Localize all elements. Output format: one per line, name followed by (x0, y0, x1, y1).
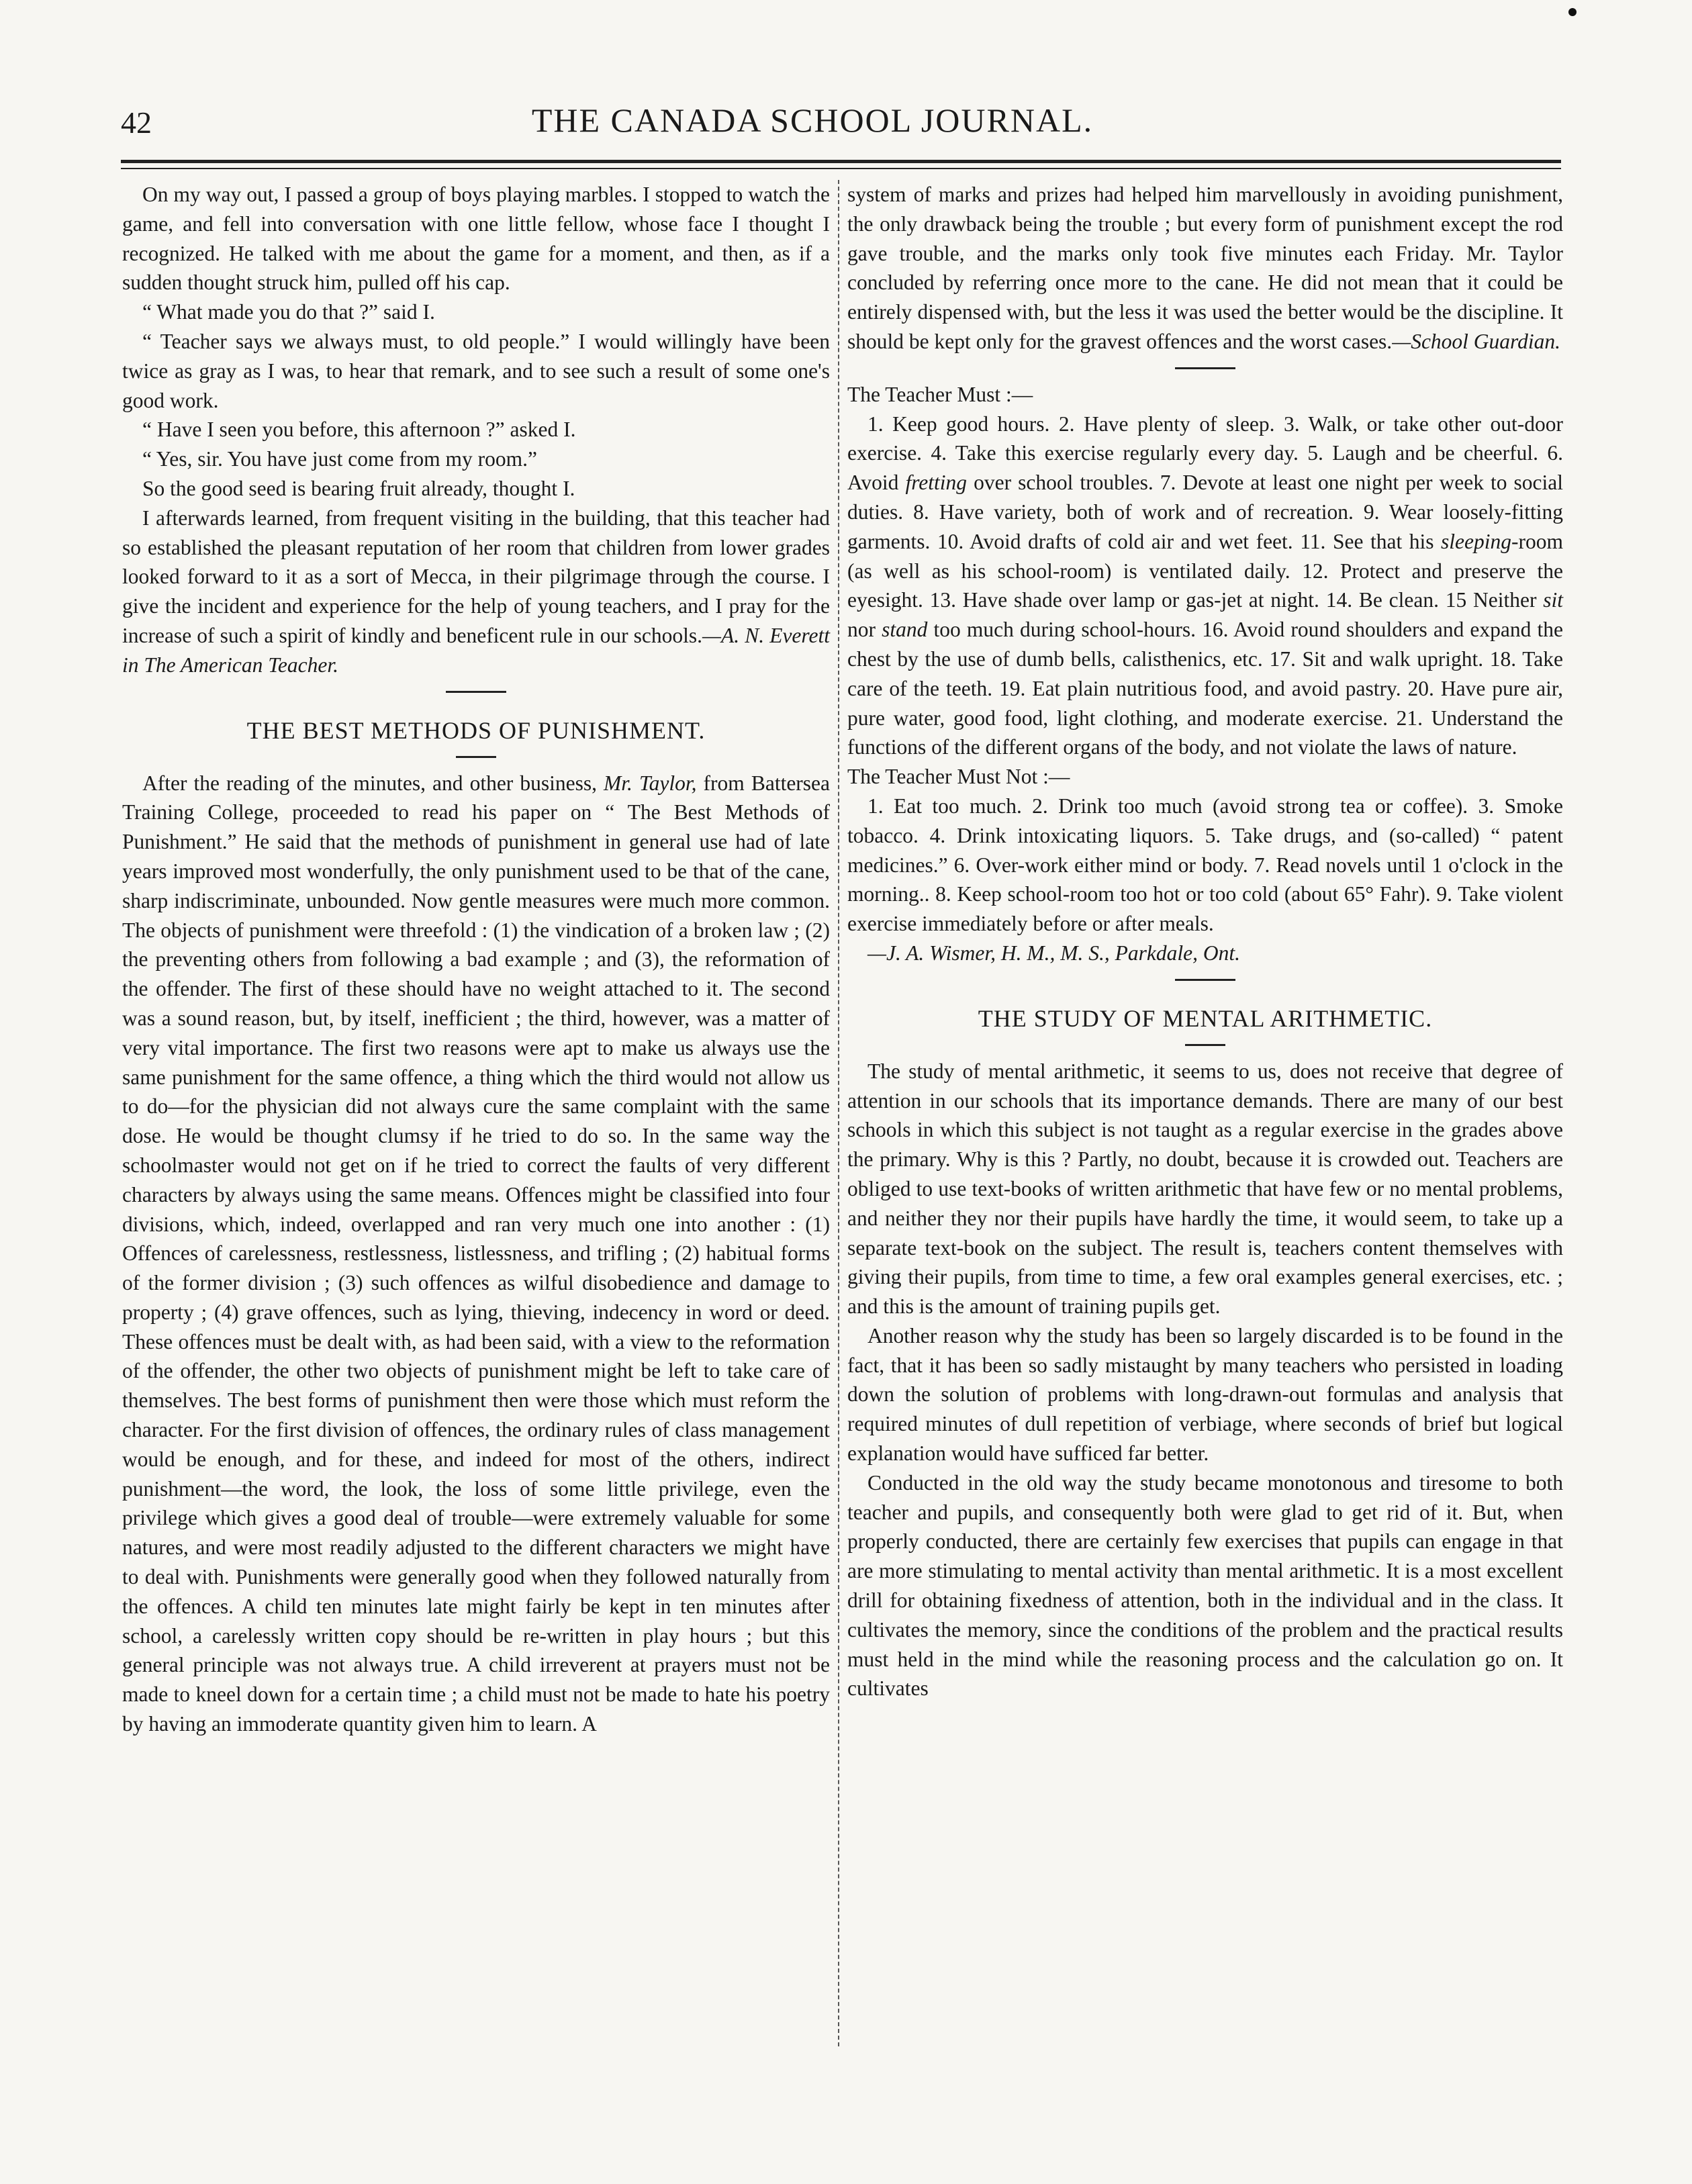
paragraph: “ Yes, sir. You have just come from my room.” (142, 447, 537, 471)
paragraph: 1. Eat too much. 2. Drink too much (avoid strong tea or coffee). 3. Smoke tobacco. 4. Drink intoxicating liquors. 5. Take drugs, and (so-called) “ patent medicines.” 6. Over-work either mind or body. 7. Read novels until 1 o'clock in the morning.. 8. Keep school-room too hot or too cold (about 65° Fahr). 9. Take violent exercise immediately before or after meals. (847, 794, 1563, 936)
list-label: The Teacher Must Not :— (847, 765, 1070, 789)
paragraph: The study of mental arithmetic, it seems to us, does not receive that degree of attention in our schools that its importance demands. There are many of our best schools in which this subject is not taught as a regular exercise in the grades above the primary. Why is this ? Partly, no doubt, because it is crowded out. Teachers are obliged to use text-books of written arithmetic that have few or no mental problems, and neither they nor their pupils have hardly the time, it would seem, to take up a separate text-book on the subject. The result is, teachers content themselves with giving their pupils, from time to time, a few oral examples general exercises, etc. ; and this is the amount of training pupils get. (847, 1059, 1563, 1319)
paragraph-text: over school troubles. 7. Devote at least one night per week to social duties. 8. Have variety, both of work and of recreation. 9. Wear loosely-fitting garments. 10. Avoid drafts of cold air and wet feet. 11. See that his (847, 471, 1564, 553)
emphasis: fretting (905, 471, 968, 495)
attribution: —J. A. Wismer, H. M., M. S., Parkdale, Ont. (867, 941, 1240, 965)
section-rule (456, 756, 496, 758)
paragraph-text: too much during school-hours. 16. Avoid round shoulders and expand the chest by the use of dumb bells, calisthenics, etc. 17. Sit and walk upright. 18. Take care of the teeth. 19. Eat plain nutritious food, and avoid pastry. 20. Have pure air, pure water, good food, light clothing, and moderate exercise. 21. Understand the functions of the different organs of the body, and not violate the laws of nature. (847, 618, 1563, 759)
speaker-name: Mr. Taylor, (604, 771, 697, 795)
attribution: —School Guardian. (1392, 329, 1561, 353)
header-rule-thin (121, 168, 1561, 169)
right-column (847, 180, 1563, 1703)
paragraph-text: After the reading of the minutes, and other business, (142, 771, 597, 795)
left-column (122, 180, 830, 1739)
paragraph (122, 769, 830, 1739)
paragraph-text: -room (as well as his school-room) is ventilated daily. 12. Protect and preserve the eyesight. 13. Have shade over lamp or gas-jet at night. 14. Be clean. 15 Neither (847, 529, 1564, 612)
paragraph-text: 1. Keep good hours. 2. Have plenty of sleep. 3. Walk, or take other out-door exercise. 4. Take this exercise regularly every day. 5. Laugh and be cheerful. 6. Avoid (847, 412, 1563, 495)
print-speck (1568, 8, 1577, 16)
paragraph (122, 504, 830, 680)
paragraph: “ What made you do that ?” said I. (142, 300, 435, 324)
paragraph: “ Teacher says we always must, to old people.” I would willingly have been twice as gray as I was, to hear that remark, and to see such a result of some one's good work. (122, 329, 830, 412)
emphasis: stand (882, 618, 928, 642)
paragraph (847, 410, 1563, 763)
paragraph: On my way out, I passed a group of boys playing marbles. I stopped to watch the game, and fell into conversation with one little fellow, whose face I thought I recognized. He talked with me about the game for a moment, and then, as if a sudden thought struck him, pulled off his cap. (122, 183, 830, 295)
paragraph-text: nor (847, 618, 876, 642)
section-rule (1175, 367, 1235, 369)
paragraph-text: system of marks and prizes had helped him marvellously in avoiding punishment, the only drawback being the trouble ; but every form of punishment except the rod gave trouble, and the marks only took five minutes each Friday. Mr. Taylor concluded by referring once more to the cane. He did not mean that it could be entirely dispensed with, but the less it was used the better would be the discipline. It should be kept only for the gravest offences and the worst cases. (847, 183, 1563, 353)
paragraph: “ Have I seen you before, this afternoon ?” asked I. (142, 418, 576, 442)
paragraph-text: from Battersea Training College, proceeded to read his paper on “ The Best Methods of Punishment.” He said that the methods of punishment in general use had of late years improved most wonderfully, the only punishment used to be that of the cane, sharp indiscriminate, unbounded. Now gentle measures were much more common. The objects of punishment were threefold : (1) the vindication of a broken law ; (2) the preventing others from following a bad example ; and (3), the reformation of the offender. The first of these should have no weight attached to it. The second was a sound reason, but, by itself, inefficient ; the third, however, was a matter of very vital importance. The first two reasons were apt to make us always use the same punishment for the same offence, a thing which the third would not allow us to do—for the physician did not always cure the same complaint with the same dose. He would be thought clumsy if he tried to do so. In the same way the schoolmaster would not get on if he tried to correct the faults of very different characters by always using the same means. Offences might be classified into four divisions, which, indeed, overlapped and ran very much one into another : (1) Offences of carelessness, restlessness, listlessness, and trifling ; (2) habitual forms of the former division ; (3) such offences as wilful disobedience and damage to property ; (4) grave offences, such as lying, thieving, indecency in word or deed. These offences must be dealt with, as had been said, with a view to the reformation of the offender, the other two objects of punishment might be left to take care of themselves. The best forms of punishment then were those which must reform the character. For the first division of offences, the ordinary rules of class management would be enough, and for these, and indeed for most of the others, indirect punishment—the word, the look, the loss of some little privilege, even the privilege which gives a good deal of trouble—were extremely valuable for some natures, and were most readily adjusted to the different characters we might have to deal with. Punishments were generally good when they followed naturally from the offences. A child ten minutes late might fairly be kept in ten minutes after school, a carelessly written copy should be re-written in play hours ; but this general principle was not always true. A child irreverent at prayers must not be made to kneel down for a certain time ; a child must not be made to hate his poetry by having an immoderate quantity given him to learn. A (122, 771, 831, 1736)
journal-title: THE CANADA SCHOOL JOURNAL. (531, 101, 1094, 139)
page-header (121, 101, 1504, 148)
section-rule (1175, 979, 1235, 981)
list-label: The Teacher Must :— (847, 382, 1033, 406)
paragraph: So the good seed is bearing fruit already, thought I. (142, 476, 575, 500)
emphasis: sleeping (1441, 529, 1512, 553)
paragraph: Conducted in the old way the study became monotonous and tiresome to both teacher and pupils, and consequently both were glad to get rid of it. But, when properly conducted, there are certainly few exercises that pupils can engage in that are more stimulating to mental activity than mental arithmetic. It is a most excellent drill for obtaining fixedness of attention, both in the individual and in the class. It cultivates the memory, since the conditions of the problem and the practical results must held in the mind while the reasoning process and the calculation go on. It cultivates (847, 1470, 1563, 1701)
paragraph: Another reason why the study has been so largely discarded is to be found in the fact, that it has been so sadly mistaught by many teachers who persisted in loading down the solution of problems with long-drawn-out formulas and analysis that required minutes of dull repetition of verbiage, where seconds of brief but logical explanation would have sufficed far better. (847, 1323, 1563, 1466)
emphasis: sit (1543, 588, 1563, 612)
page-number: 42 (121, 105, 152, 140)
attribution: —A. N. Everett in The American Teacher. (122, 623, 830, 677)
paragraph (847, 180, 1563, 357)
section-rule (1185, 1044, 1225, 1046)
header-rule (121, 160, 1561, 163)
paragraph-text: I afterwards learned, from frequent visiting in the building, that this teacher had so established the pleasant reputation of her room that children from lower grades looked forward to it as a sort of Mecca, in their pilgrimage through the course. I give the incident and experience for the help of young teachers, and I pray for the increase of such a spirit of kindly and beneficent rule in our schools. (122, 506, 830, 647)
section-heading: THE BEST METHODS OF PUNISHMENT. (246, 716, 706, 744)
section-heading: THE STUDY OF MENTAL ARITHMETIC. (978, 1004, 1433, 1032)
column-divider (838, 180, 839, 2046)
section-rule (446, 691, 506, 693)
